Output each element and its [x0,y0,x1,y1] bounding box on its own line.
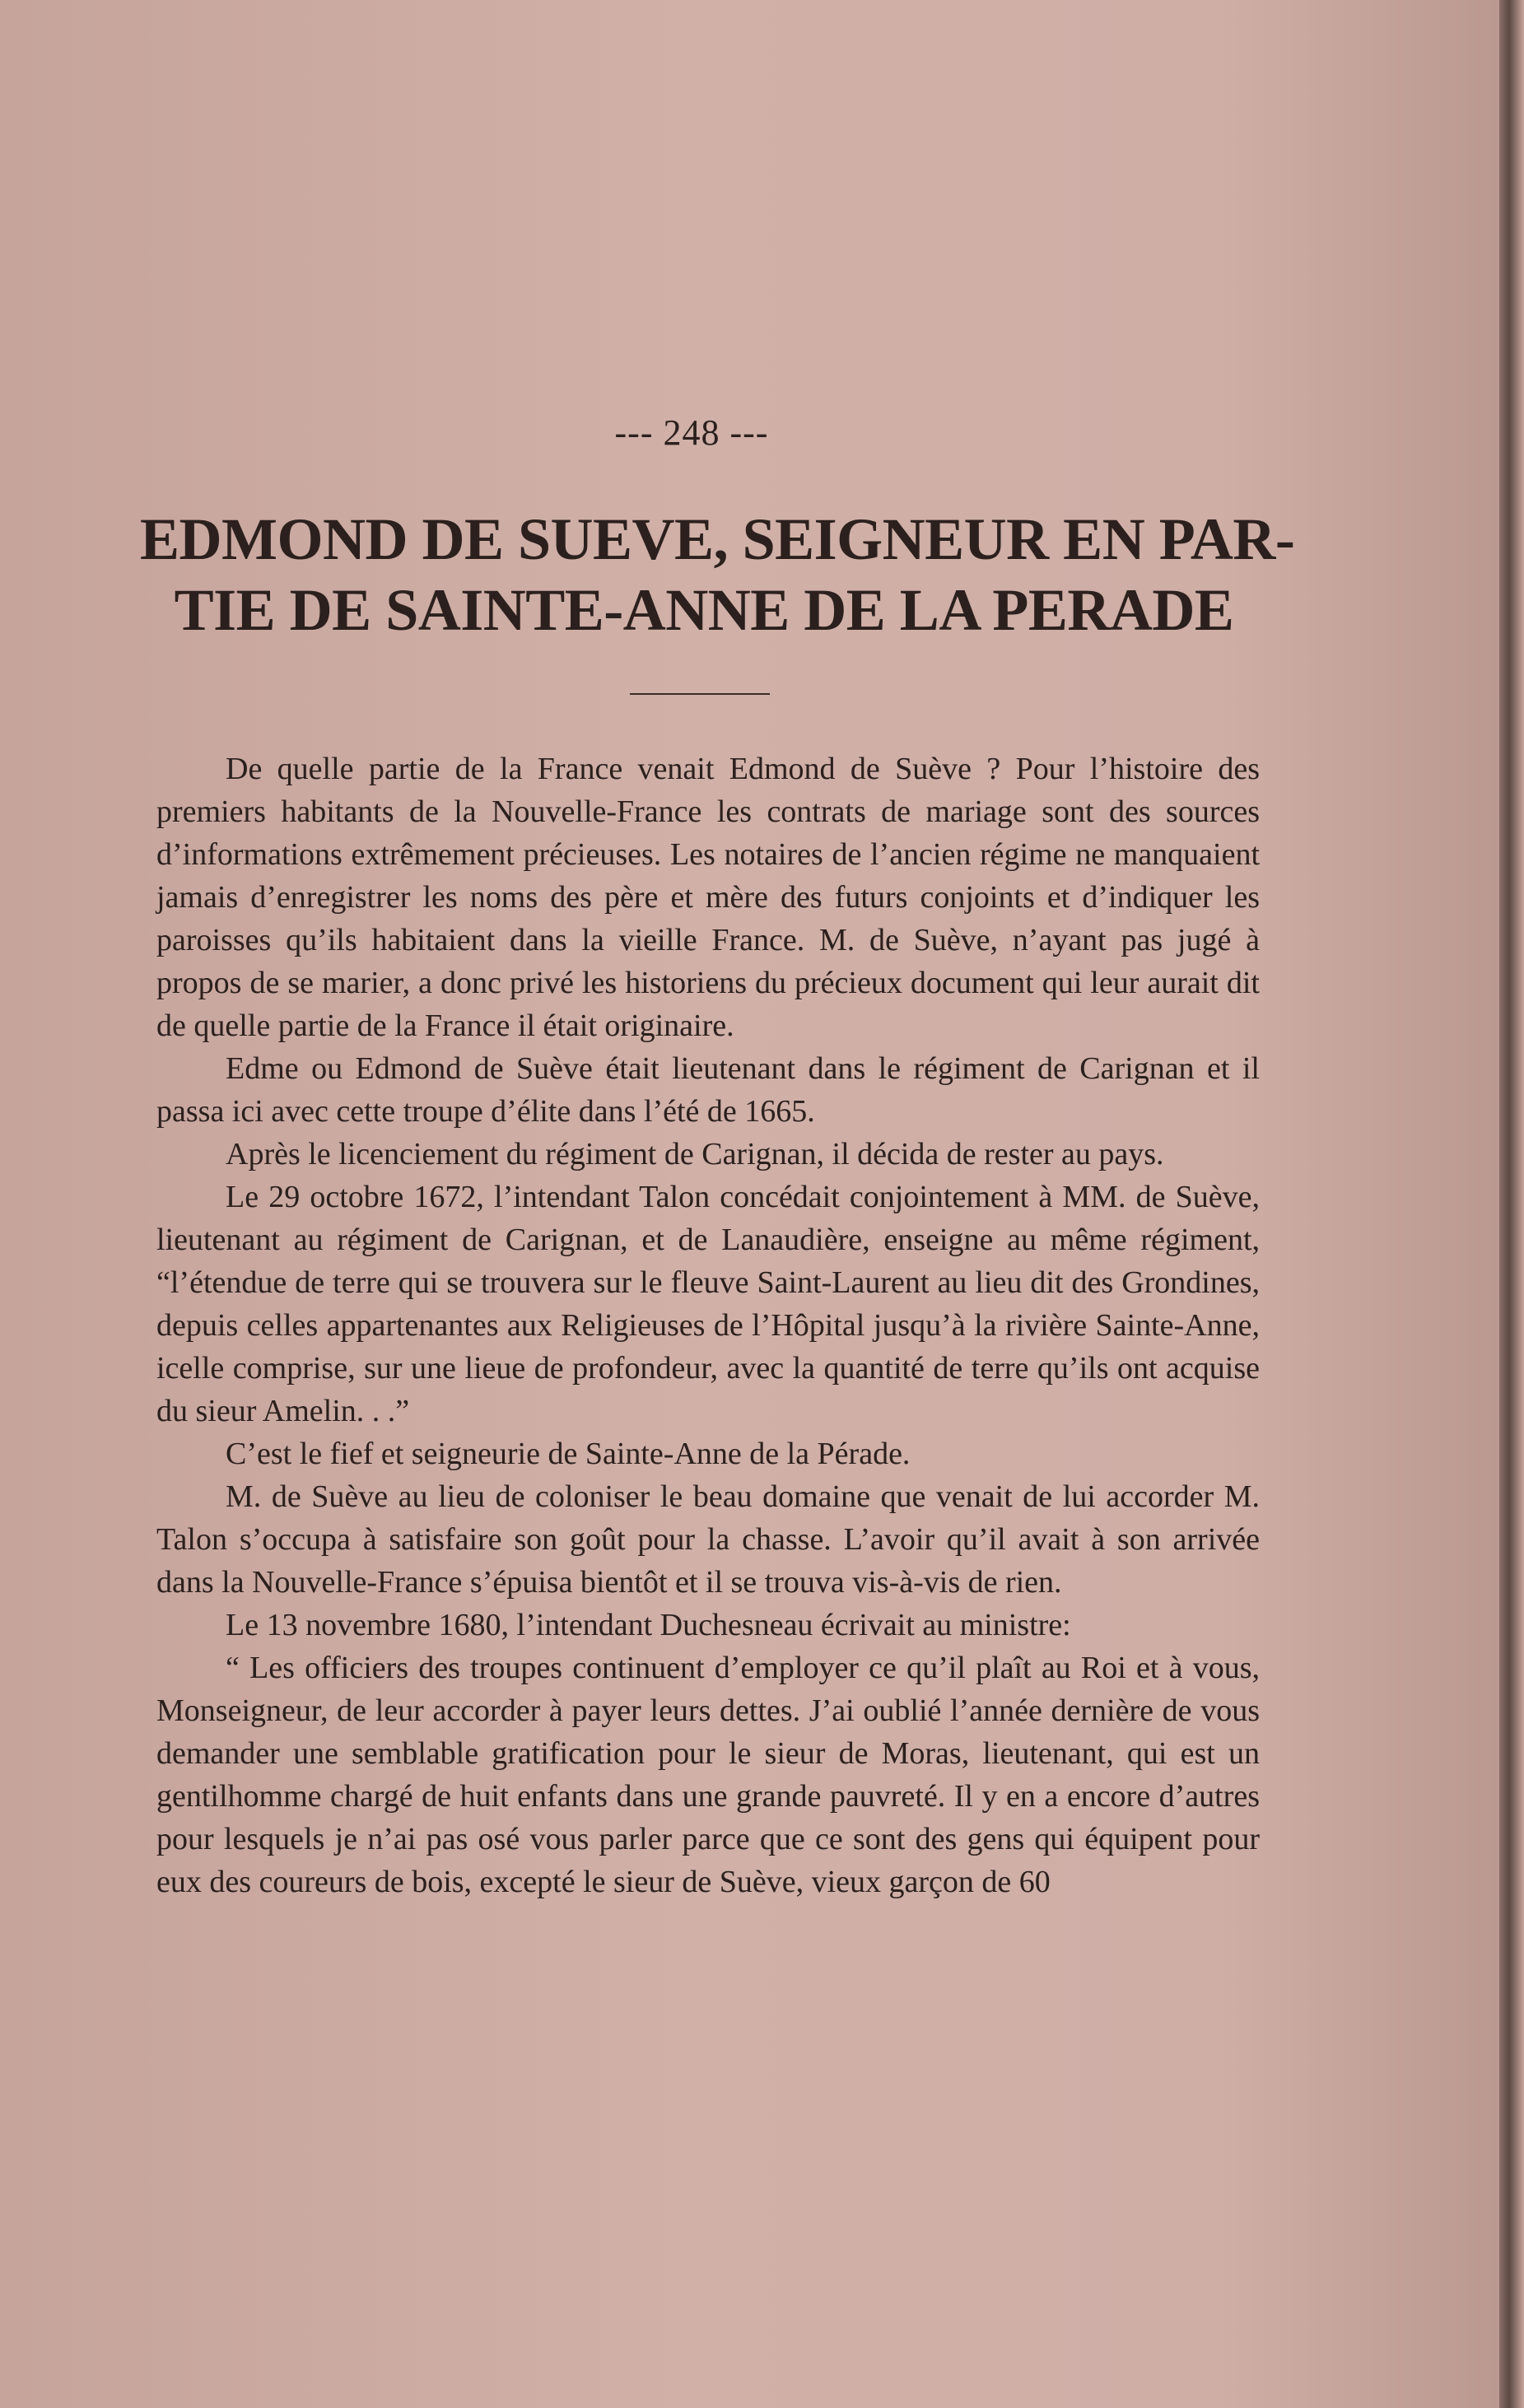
paragraph: C’est le fief et seigneurie de Sainte-Anne de la Pérade. [226,1437,911,1471]
title-separator-rule [630,693,770,695]
article-title-line-2: TIE DE SAINTE-ANNE DE LA PERADE [174,577,1234,643]
paragraph: M. de Suève au lieu de coloniser le beau domaine que venait de lui accorder M. Talon s’occupa à satisfaire son goût pour la chasse. L’avoir qu’il avait à son arrivée dans la Nouvelle-France s’épuisa bientôt et il se trouva vis-à-vis de rien. [156,1479,1260,1600]
article-title-line-1: EDMOND DE SUEVE, SEIGNEUR EN PAR- [140,506,1295,572]
article-body [156,748,1260,1903]
paragraph: Après le licenciement du régiment de Carignan, il décida de rester au pays. [226,1137,1164,1171]
article-title [140,504,1295,645]
paragraph: Le 29 octobre 1672, l’intendant Talon concédait conjointement à MM. de Suève, lieutenant au régiment de Carignan, et de Lanaudière, enseigne au même régiment, “l’étendue de terre qui se trouvera sur le fleuve Saint-Laurent au lieu dit des Grondines, depuis celles appartenantes aux Religieuses de l’Hôpital jusqu’à la rivière Sainte-Anne, icelle comprise, sur une lieue de profondeur, avec la quantité de terre qu’ils ont acquise du sieur Amelin. . .” [156,1180,1260,1428]
page-edge-shadow [1499,0,1524,2408]
paragraph: “ Les officiers des troupes continuent d’employer ce qu’il plaît au Roi et à vous, Monseigneur, de leur accorder à payer leurs dettes. J’ai oublié l’année dernière de vous demander une semblable gratification pour le sieur de Moras, lieutenant, qui est un gentilhomme chargé de huit enfants dans une grande pauvreté. Il y en a encore d’autres pour lesquels je n’ai pas osé vous parler parce que ce sont des gens qui équipent pour eux des coureurs de bois, excepté le sieur de Suève, vieux garçon de 60 [156,1651,1260,1899]
paragraph: Edme ou Edmond de Suève était lieutenant dans le régiment de Carignan et il passa ici avec cette troupe d’élite dans l’été de 1665. [156,1051,1260,1129]
page-number: --- 248 --- [614,412,769,453]
paragraph: De quelle partie de la France venait Edmond de Suève ? Pour l’histoire des premiers habitants de la Nouvelle-France les contrats de mariage sont des sources d’informations extrêmement précieuses. Les notaires de l’ancien régime ne manquaient jamais d’enregistrer les noms des père et mère des futurs conjoints et d’indiquer les paroisses qu’ils habitaient dans la vieille France. M. de Suève, n’ayant pas jugé à propos de se marier, a donc privé les historiens du précieux document qui leur aurait dit de quelle partie de la France il était originaire. [156,752,1260,1043]
paragraph: Le 13 novembre 1680, l’intendant Duchesneau écrivait au ministre: [226,1608,1071,1642]
